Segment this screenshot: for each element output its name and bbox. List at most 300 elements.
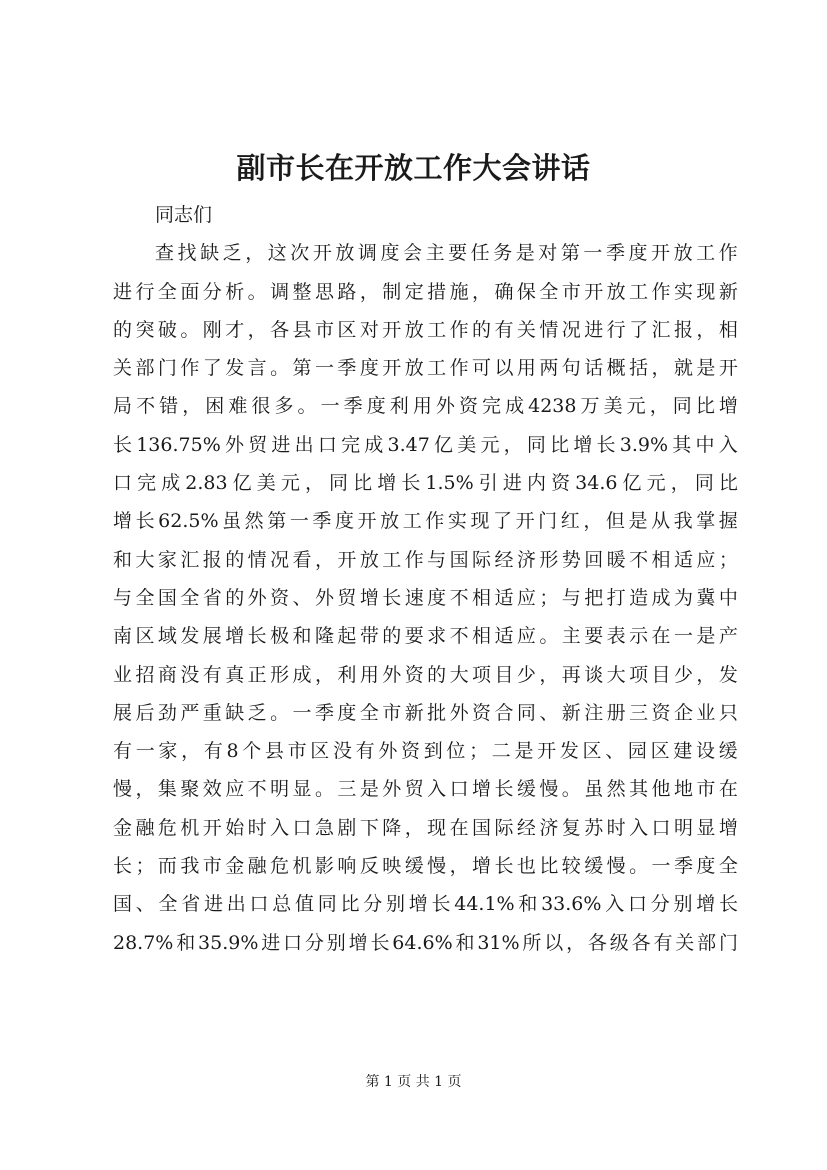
- text-glyph: 析: [225, 280, 245, 303]
- text-glyph: 慢: [427, 855, 447, 878]
- text-glyph: 次: [290, 242, 310, 265]
- text-glyph: 度: [427, 586, 447, 609]
- text-glyph: 内: [526, 472, 546, 495]
- text-glyph: 各: [270, 318, 290, 341]
- text-glyph: 再: [561, 663, 581, 686]
- text-glyph: 中: [695, 433, 715, 456]
- text-glyph: 影: [314, 855, 334, 878]
- text-glyph: 长: [382, 586, 402, 609]
- text-glyph: ，: [566, 931, 586, 954]
- text-glyph: 万: [580, 395, 600, 418]
- text-glyph: 长: [135, 510, 155, 533]
- text-glyph: 放: [673, 242, 693, 265]
- body-line: [113, 809, 738, 847]
- text-glyph: 比: [539, 855, 559, 878]
- text-glyph: 有: [113, 740, 133, 763]
- text-glyph: 放: [606, 280, 626, 303]
- text-glyph: 用: [412, 395, 432, 418]
- text-glyph: 目: [651, 663, 671, 686]
- text-glyph: ；: [469, 740, 489, 763]
- text-glyph: 明: [673, 816, 693, 839]
- body-line: [113, 426, 738, 464]
- text-glyph: 、: [539, 701, 559, 724]
- text-glyph: ，: [182, 395, 202, 418]
- text-glyph: 况: [270, 548, 290, 571]
- text-glyph: 苏: [584, 816, 604, 839]
- text-glyph: 工: [402, 510, 422, 533]
- text-glyph: 严: [180, 701, 200, 724]
- text-glyph: 入: [427, 778, 447, 801]
- text-glyph: 、: [135, 893, 155, 916]
- text-glyph: 完: [341, 433, 361, 456]
- text-glyph: 一: [651, 855, 671, 878]
- text-glyph: 建: [673, 740, 693, 763]
- page-footer: 第 1 页 共 1 页: [365, 1074, 462, 1090]
- text-glyph: 企: [673, 701, 693, 724]
- text-glyph: 资: [472, 701, 492, 724]
- text-glyph: 红: [560, 510, 580, 533]
- text-glyph: 同: [317, 893, 337, 916]
- text-glyph: 外: [314, 586, 334, 609]
- text-glyph: 34.6: [575, 472, 618, 495]
- text-glyph: 。: [539, 625, 559, 648]
- text-glyph: 增: [696, 893, 716, 916]
- text-glyph: 2.83: [185, 472, 228, 495]
- text-glyph: 增: [113, 510, 133, 533]
- text-glyph: 相: [472, 625, 492, 648]
- text-glyph: 放: [380, 510, 400, 533]
- body-line: [113, 273, 738, 311]
- text-glyph: 长: [494, 778, 514, 801]
- text-glyph: 出: [294, 433, 314, 456]
- text-glyph: 批: [427, 701, 447, 724]
- text-glyph: 设: [695, 740, 715, 763]
- text-glyph: 全: [359, 701, 379, 724]
- text-glyph: 主: [425, 242, 445, 265]
- text-glyph: 开: [312, 242, 332, 265]
- text-glyph: 各: [631, 931, 651, 954]
- text-glyph: 行: [135, 280, 155, 303]
- text-glyph: 和: [113, 548, 133, 571]
- text-glyph: 济: [516, 548, 536, 571]
- text-glyph: ，: [247, 318, 267, 341]
- text-glyph: 映: [382, 855, 402, 878]
- text-glyph: 形: [539, 548, 559, 571]
- text-glyph: 别: [326, 931, 346, 954]
- text-glyph: 、: [292, 586, 312, 609]
- text-glyph: 也: [516, 855, 536, 878]
- text-glyph: 入: [605, 893, 625, 916]
- text-glyph: 区: [135, 625, 155, 648]
- text-glyph: 不: [629, 548, 649, 571]
- text-glyph: 不: [449, 625, 469, 648]
- text-glyph: 工: [427, 357, 447, 380]
- text-glyph: 才: [225, 318, 245, 341]
- text-glyph: 值: [295, 893, 315, 916]
- text-glyph: 情: [247, 548, 267, 571]
- text-glyph: 全: [157, 280, 177, 303]
- text-glyph: 缓: [718, 740, 738, 763]
- text-glyph: 第: [267, 510, 287, 533]
- text-glyph: 口: [449, 778, 469, 801]
- text-glyph: 乏: [247, 701, 267, 724]
- text-glyph: 136.75%: [136, 433, 221, 456]
- text-glyph: 口: [651, 816, 671, 839]
- text-glyph: 省: [181, 893, 201, 916]
- text-glyph: 时: [606, 816, 626, 839]
- text-glyph: 园: [627, 740, 647, 763]
- text-glyph: 贸: [404, 778, 424, 801]
- text-glyph: 然: [606, 778, 626, 801]
- text-glyph: 现: [696, 280, 716, 303]
- text-glyph: 市: [287, 740, 307, 763]
- text-glyph: 以: [494, 357, 514, 380]
- text-glyph: 的: [382, 625, 402, 648]
- text-glyph: 家: [158, 740, 178, 763]
- text-glyph: 外: [435, 395, 455, 418]
- body-line: [113, 732, 738, 770]
- text-glyph: 1.5%: [425, 472, 474, 495]
- text-glyph: ，: [649, 395, 669, 418]
- text-glyph: 句: [561, 357, 581, 380]
- text-glyph: 全: [539, 280, 559, 303]
- text-glyph: 增: [573, 433, 593, 456]
- text-glyph: 同: [329, 472, 349, 495]
- text-glyph: 机: [292, 855, 312, 878]
- text-glyph: 门: [538, 510, 558, 533]
- text-glyph: ，: [359, 280, 379, 303]
- text-glyph: 有: [355, 740, 375, 763]
- text-glyph: 发: [559, 740, 579, 763]
- text-glyph: 全: [180, 586, 200, 609]
- text-glyph: 全: [135, 586, 155, 609]
- text-glyph: 路: [337, 280, 357, 303]
- text-glyph: 以: [544, 931, 564, 954]
- text-glyph: 。: [629, 855, 649, 878]
- text-glyph: 开: [584, 280, 604, 303]
- text-glyph: 度: [380, 242, 400, 265]
- text-glyph: 外: [449, 701, 469, 724]
- text-glyph: 汇: [651, 318, 671, 341]
- text-glyph: 极: [270, 625, 290, 648]
- text-glyph: 真: [225, 663, 245, 686]
- text-glyph: 28.7%: [113, 931, 174, 954]
- text-glyph: 口: [249, 893, 269, 916]
- text-glyph: 亿: [434, 433, 454, 456]
- text-glyph: 要: [404, 625, 424, 648]
- text-glyph: 缺: [225, 701, 245, 724]
- text-glyph: 度: [366, 395, 386, 418]
- text-glyph: ，: [245, 242, 265, 265]
- text-glyph: 定: [404, 280, 424, 303]
- text-glyph: 级: [609, 931, 629, 954]
- text-glyph: 一: [320, 395, 340, 418]
- text-glyph: 适: [494, 625, 514, 648]
- text-glyph: 适: [673, 548, 693, 571]
- text-glyph: 虽: [584, 778, 604, 801]
- text-glyph: 作: [449, 318, 469, 341]
- text-glyph: 回: [584, 548, 604, 571]
- body-line: [113, 924, 738, 962]
- text-glyph: 任: [470, 242, 490, 265]
- text-glyph: 缓: [584, 855, 604, 878]
- text-glyph: 乏: [222, 242, 242, 265]
- text-glyph: 况: [561, 318, 581, 341]
- text-glyph: 进: [261, 931, 281, 954]
- text-glyph: 比: [695, 395, 715, 418]
- text-glyph: 多: [274, 395, 294, 418]
- text-glyph: 开: [382, 357, 402, 380]
- text-glyph: 是: [359, 778, 379, 801]
- text-glyph: 。: [270, 701, 290, 724]
- text-glyph: 他: [651, 778, 671, 801]
- text-glyph: 项: [472, 663, 492, 686]
- text-glyph: 长: [370, 931, 390, 954]
- text-glyph: 危: [270, 855, 290, 878]
- text-glyph: 工: [629, 280, 649, 303]
- text-glyph: 正: [247, 663, 267, 686]
- text-glyph: 市: [696, 778, 716, 801]
- text-glyph: ，: [472, 280, 492, 303]
- text-glyph: 虽: [222, 510, 242, 533]
- text-glyph: 工: [427, 318, 447, 341]
- text-glyph: 增: [377, 472, 397, 495]
- text-glyph: 美: [603, 395, 623, 418]
- text-glyph: 长: [247, 625, 267, 648]
- text-glyph: 现: [427, 816, 447, 839]
- text-glyph: 开: [651, 242, 671, 265]
- text-glyph: 分: [650, 893, 670, 916]
- text-glyph: 就: [673, 357, 693, 380]
- text-glyph: 产: [718, 625, 738, 648]
- text-glyph: 务: [493, 242, 513, 265]
- text-glyph: 放: [404, 357, 424, 380]
- text-glyph: 面: [180, 280, 200, 303]
- text-glyph: 显: [292, 778, 312, 801]
- text-glyph: 同: [516, 701, 536, 724]
- text-glyph: 破: [157, 318, 177, 341]
- text-glyph: 大: [449, 663, 469, 686]
- text-glyph: ，: [583, 510, 603, 533]
- text-glyph: 业: [696, 701, 716, 724]
- text-glyph: 我: [673, 510, 693, 533]
- text-glyph: 谈: [584, 663, 604, 686]
- text-glyph: 进: [502, 472, 522, 495]
- text-glyph: 作: [180, 357, 200, 380]
- text-glyph: 局: [113, 395, 133, 418]
- text-glyph: 国: [157, 586, 177, 609]
- text-glyph: 项: [629, 663, 649, 686]
- text-glyph: 放: [335, 242, 355, 265]
- text-glyph: ，: [670, 472, 690, 495]
- text-glyph: 商: [157, 663, 177, 686]
- body-line: [113, 579, 738, 617]
- text-glyph: 对: [359, 318, 379, 341]
- text-glyph: 一: [292, 701, 312, 724]
- text-glyph: 入: [718, 433, 738, 456]
- body-line: [113, 387, 738, 425]
- text-glyph: 一: [135, 740, 155, 763]
- text-glyph: 措: [427, 280, 447, 303]
- text-glyph: 目: [494, 663, 514, 686]
- text-glyph: 册: [606, 701, 626, 724]
- text-glyph: 贸: [248, 433, 268, 456]
- text-glyph: 在: [651, 625, 671, 648]
- text-glyph: 比: [718, 472, 738, 495]
- text-glyph: 长: [431, 893, 451, 916]
- text-glyph: 合: [494, 701, 514, 724]
- text-glyph: 长: [401, 472, 421, 495]
- text-glyph: 元: [646, 472, 666, 495]
- text-glyph: 融: [135, 816, 155, 839]
- text-glyph: ；: [135, 855, 155, 878]
- text-glyph: 发: [225, 357, 245, 380]
- text-glyph: 同: [526, 433, 546, 456]
- text-glyph: 了: [202, 357, 222, 380]
- text-glyph: 作: [449, 357, 469, 380]
- text-glyph: 的: [225, 548, 245, 571]
- text-glyph: 。: [270, 357, 290, 380]
- text-glyph: 省: [202, 586, 222, 609]
- text-glyph: 很: [251, 395, 271, 418]
- text-glyph: 大: [606, 663, 626, 686]
- text-glyph: 少: [516, 663, 536, 686]
- text-glyph: 有: [203, 740, 223, 763]
- text-glyph: 然: [244, 510, 264, 533]
- text-glyph: 作: [718, 242, 738, 265]
- text-glyph: 外: [382, 778, 402, 801]
- text-glyph: 33.6%: [541, 893, 602, 916]
- text-glyph: 难: [228, 395, 248, 418]
- text-glyph: 资: [401, 740, 421, 763]
- text-glyph: 降: [382, 816, 402, 839]
- text-glyph: 有: [653, 931, 673, 954]
- text-glyph: 资: [551, 472, 571, 495]
- text-glyph: 形: [270, 663, 290, 686]
- text-glyph: 造: [629, 586, 649, 609]
- text-glyph: 剧: [337, 816, 357, 839]
- text-glyph: 8: [226, 740, 239, 763]
- text-glyph: 位: [446, 740, 466, 763]
- text-glyph: 。: [297, 395, 317, 418]
- text-glyph: 概: [606, 357, 626, 380]
- text-glyph: 进: [584, 318, 604, 341]
- text-glyph: ，: [696, 318, 716, 341]
- text-glyph: 示: [629, 625, 649, 648]
- text-glyph: 应: [696, 548, 716, 571]
- text-glyph: 南: [113, 625, 133, 648]
- text-glyph: 度: [359, 357, 379, 380]
- text-glyph: 入: [270, 816, 290, 839]
- text-glyph: 资: [651, 701, 671, 724]
- text-glyph: 的: [225, 586, 245, 609]
- text-glyph: 相: [472, 586, 492, 609]
- text-glyph: 困: [205, 395, 225, 418]
- body-line: [113, 502, 738, 540]
- text-glyph: ，: [503, 433, 523, 456]
- text-glyph: 带: [359, 625, 379, 648]
- text-glyph: 季: [343, 395, 363, 418]
- text-glyph: 比: [550, 433, 570, 456]
- text-glyph: 不: [247, 778, 267, 801]
- text-glyph: 第: [292, 357, 312, 380]
- text-glyph: 关: [516, 318, 536, 341]
- text-glyph: 出: [226, 893, 246, 916]
- body-line: [113, 885, 738, 923]
- text-glyph: 但: [605, 510, 625, 533]
- text-glyph: 机: [180, 816, 200, 839]
- text-glyph: 相: [718, 318, 738, 341]
- text-glyph: 增: [472, 855, 492, 878]
- text-glyph: 实: [447, 510, 467, 533]
- text-glyph: ，: [304, 472, 324, 495]
- text-glyph: 融: [247, 855, 267, 878]
- text-glyph: 少: [673, 663, 693, 686]
- text-glyph: 对: [538, 242, 558, 265]
- text-glyph: 突: [135, 318, 155, 341]
- document-title: 副市长在开放工作大会讲话: [236, 151, 591, 185]
- text-glyph: 成: [292, 663, 312, 686]
- text-glyph: 展: [202, 625, 222, 648]
- text-glyph: 35.9%: [198, 931, 259, 954]
- text-glyph: 相: [651, 548, 671, 571]
- text-glyph: 国: [449, 548, 469, 571]
- text-glyph: 门: [157, 357, 177, 380]
- text-glyph: 打: [606, 586, 626, 609]
- text-glyph: 全: [158, 893, 178, 916]
- text-glyph: 是: [696, 357, 716, 380]
- text-glyph: 各: [587, 931, 607, 954]
- text-glyph: 口: [113, 472, 133, 495]
- text-glyph: 与: [427, 548, 447, 571]
- text-glyph: ，: [135, 778, 155, 801]
- text-glyph: 劲: [157, 701, 177, 724]
- body-line: [113, 541, 738, 579]
- text-glyph: 度: [628, 242, 648, 265]
- text-glyph: 业: [113, 663, 133, 686]
- salutation-line: 同志们: [155, 204, 213, 226]
- text-glyph: 增: [225, 625, 245, 648]
- text-glyph: 资: [270, 586, 290, 609]
- text-glyph: 握: [718, 510, 738, 533]
- text-glyph: 31%: [477, 931, 520, 954]
- text-glyph: 急: [314, 816, 334, 839]
- text-glyph: 季: [673, 855, 693, 878]
- text-glyph: 在: [449, 816, 469, 839]
- text-glyph: 的: [427, 663, 447, 686]
- text-glyph: 一: [673, 625, 693, 648]
- text-glyph: 情: [539, 318, 559, 341]
- text-glyph: 新: [404, 701, 424, 724]
- text-glyph: 度: [334, 510, 354, 533]
- text-glyph: 济: [539, 816, 559, 839]
- text-glyph: 调: [270, 280, 290, 303]
- text-glyph: 4238: [528, 395, 577, 418]
- text-glyph: 我: [180, 855, 200, 878]
- text-glyph: 言: [247, 357, 267, 380]
- text-glyph: 错: [159, 395, 179, 418]
- text-glyph: 慢: [539, 778, 559, 801]
- text-glyph: 季: [605, 242, 625, 265]
- text-glyph: 会: [403, 242, 423, 265]
- text-glyph: 元: [480, 433, 500, 456]
- text-glyph: 的: [472, 318, 492, 341]
- text-glyph: 44.1%: [454, 893, 515, 916]
- text-glyph: 一: [314, 357, 334, 380]
- text-glyph: 的: [113, 318, 133, 341]
- text-glyph: 同: [672, 395, 692, 418]
- text-glyph: 开: [537, 740, 557, 763]
